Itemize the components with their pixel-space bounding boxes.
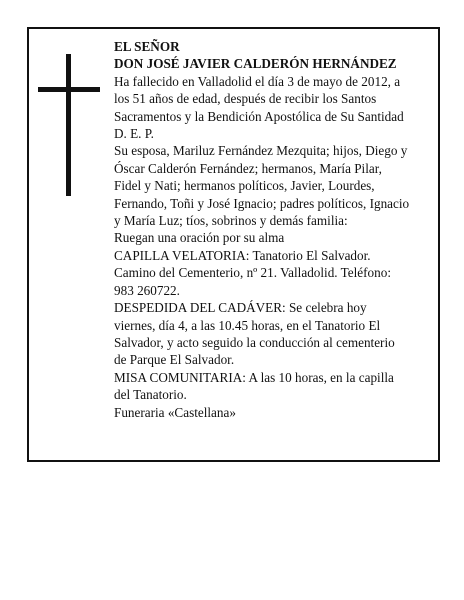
farewell-line: de Parque El Salvador. bbox=[114, 352, 235, 368]
family-line: Óscar Calderón Fernández; hermanos, María Pilar, bbox=[114, 160, 382, 176]
funeral-home: Funeraria «Castellana» bbox=[114, 404, 236, 420]
family-line: y María Luz; tíos, sobrinos y demás familia: bbox=[114, 213, 348, 229]
family-paragraph bbox=[114, 142, 418, 246]
mass-line: MISA COMUNITARIA: A las 10 horas, en la capilla bbox=[114, 369, 394, 385]
prayer-request: Ruegan una oración por su alma bbox=[114, 230, 285, 246]
chapel-line: CAPILLA VELATORIA: Tanatorio El Salvador. bbox=[114, 247, 371, 263]
notice-title: EL SEÑOR bbox=[114, 39, 180, 54]
cross-icon bbox=[38, 54, 100, 196]
farewell-line: Salvador, y acto seguido la conducción al cementerio bbox=[114, 334, 395, 350]
obituary-text bbox=[114, 38, 418, 421]
family-line: Fidel y Nati; hermanos políticos, Javier, Lourdes, bbox=[114, 178, 375, 194]
cross-horizontal-bar bbox=[38, 87, 100, 92]
farewell-line: viernes, día 4, a las 10.45 horas, en el Tanatorio El bbox=[114, 317, 381, 333]
death-announcement bbox=[114, 73, 418, 143]
chapel-info bbox=[114, 247, 418, 299]
mass-line: del Tanatorio. bbox=[114, 387, 187, 403]
death-line: Sacramentos y la Bendición Apostólica de Su Santidad bbox=[114, 108, 404, 124]
farewell-info bbox=[114, 299, 418, 369]
deceased-name: DON JOSÉ JAVIER CALDERÓN HERNÁNDEZ bbox=[114, 56, 397, 72]
cross-vertical-bar bbox=[66, 54, 71, 196]
death-line: los 51 años de edad, después de recibir los Santos bbox=[114, 91, 377, 107]
farewell-line: DESPEDIDA DEL CADÁVER: Se celebra hoy bbox=[114, 300, 367, 316]
death-line: D. E. P. bbox=[114, 126, 154, 142]
death-line: Ha fallecido en Valladolid el día 3 de mayo de 2012, a bbox=[114, 73, 401, 89]
family-line: Su esposa, Mariluz Fernández Mezquita; hijos, Diego y bbox=[114, 143, 408, 159]
chapel-line: Camino del Cementerio, nº 21. Valladolid. Teléfono: bbox=[114, 265, 391, 281]
chapel-line: 983 260722. bbox=[114, 282, 180, 298]
family-line: Fernando, Toñi y José Ignacio; padres políticos, Ignacio bbox=[114, 195, 410, 211]
mass-info bbox=[114, 369, 418, 404]
